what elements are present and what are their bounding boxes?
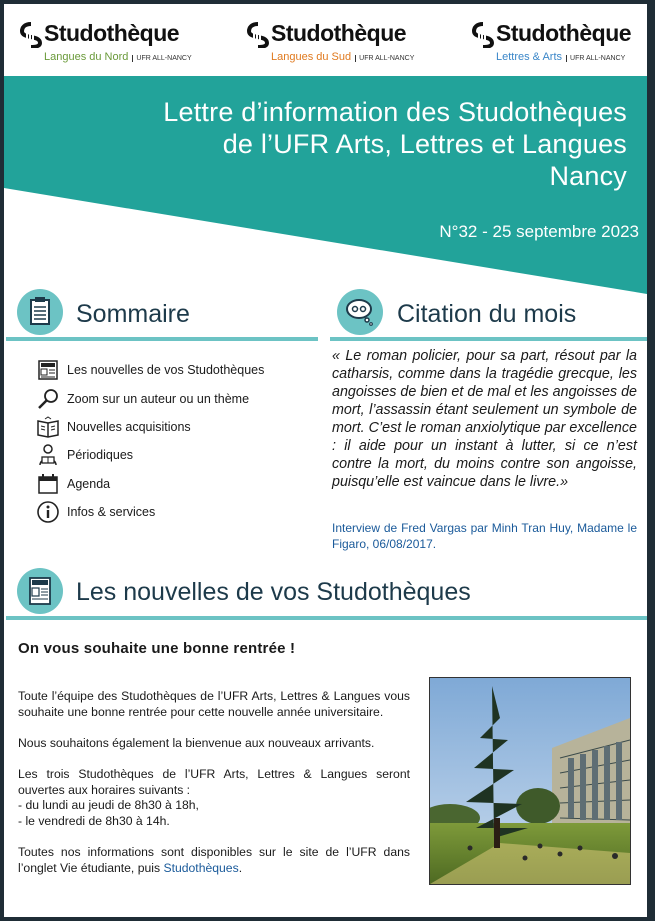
newspaper-icon	[17, 568, 63, 614]
newspaper-icon	[36, 358, 60, 382]
studotheque-logo-icon	[20, 22, 42, 48]
logo-lettres-et-arts	[472, 18, 642, 70]
quote-source: Interview de Fred Vargas par Minh Tran Huy, Madame le Figaro, 06/08/2017.	[332, 521, 637, 551]
studotheques-link[interactable]: Studothèques	[163, 860, 239, 875]
citation-title: Citation du mois	[397, 300, 577, 328]
logo-langues-du-nord	[20, 18, 200, 70]
news-paragraph: Nous souhaitons également la bienvenue aux nouveaux arrivants.	[18, 735, 375, 750]
news-headline: On vous souhaite une bonne rentrée !	[18, 640, 296, 657]
toc-item[interactable]: Infos & services	[36, 498, 316, 526]
news-paragraph: Les trois Studothèques de l’UFR Arts, Lettres & Langues seront ouvertes aux horaires suivants : - du lundi au jeudi de 8h30 à 18h, - le vendredi de 8h30 à 14h.	[18, 766, 410, 828]
campus-photo	[429, 677, 631, 885]
quote-text: « Le roman policier, pour sa part, résout par la catharsis, comme dans la tragédie grecque, les angoisses de bien et de mal et les angoisses de mort, l’assassin étant seulement un symbole de mort. C’est le roman anxiolytique par excellence : il aide pour un instant à lutter, si ce n’est contre la mort, du moins contre son angoisse, puisqu’elle est vaincue dans le livre.»	[332, 348, 637, 490]
reader-icon	[36, 443, 60, 467]
speech-bubble-icon	[337, 289, 383, 335]
magnifier-icon	[36, 387, 60, 411]
logo-langues-du-sud	[247, 18, 427, 70]
toc-item[interactable]: Les nouvelles de vos Studothèques	[36, 356, 316, 384]
toc-item[interactable]: Nouvelles acquisitions	[36, 413, 316, 441]
logo-campus: Langues du Sud UFR ALL-NANCY	[271, 51, 415, 63]
sommaire-divider	[6, 337, 318, 341]
news-section-title: Les nouvelles de vos Studothèques	[76, 578, 471, 606]
news-paragraph: Toute l’équipe des Studothèques de l’UFR Arts, Lettres & Langues vous souhaite une bonne rentrée pour cette nouvelle année universitaire.	[18, 689, 410, 719]
news-divider	[6, 616, 647, 620]
clipboard-icon	[17, 289, 63, 335]
open-book-icon	[36, 415, 60, 439]
sommaire-list	[36, 356, 316, 526]
logo-word: Studothèque	[496, 20, 632, 46]
toc-item[interactable]: Agenda	[36, 470, 316, 498]
newsletter-title: Lettre d’information des Studothèques de l’UFR Arts, Lettres et Langues Nancy	[163, 97, 627, 191]
issue-number-date: N°32 - 25 septembre 2023	[439, 222, 639, 241]
news-body	[18, 689, 410, 892]
studotheque-logo-icon	[247, 22, 269, 48]
news-paragraph: Toutes nos informations sont disponibles sur le site de l’UFR dans l’onglet Vie étudiante, puis Studothèques.	[18, 844, 410, 875]
calendar-icon	[36, 472, 60, 496]
newsletter-page	[4, 4, 647, 917]
logo-campus: Langues du Nord UFR ALL-NANCY	[44, 51, 192, 63]
toc-item[interactable]: Périodiques	[36, 441, 316, 469]
citation-divider	[330, 337, 647, 341]
header-banner	[4, 76, 647, 296]
sommaire-title: Sommaire	[76, 300, 190, 328]
logo-word: Studothèque	[271, 20, 407, 46]
logo-campus: Lettres & Arts UFR ALL-NANCY	[496, 51, 626, 63]
studotheque-logo-icon	[472, 22, 494, 48]
info-icon	[36, 500, 60, 524]
logo-word: Studothèque	[44, 20, 180, 46]
toc-item[interactable]: Zoom sur un auteur ou un thème	[36, 384, 316, 412]
